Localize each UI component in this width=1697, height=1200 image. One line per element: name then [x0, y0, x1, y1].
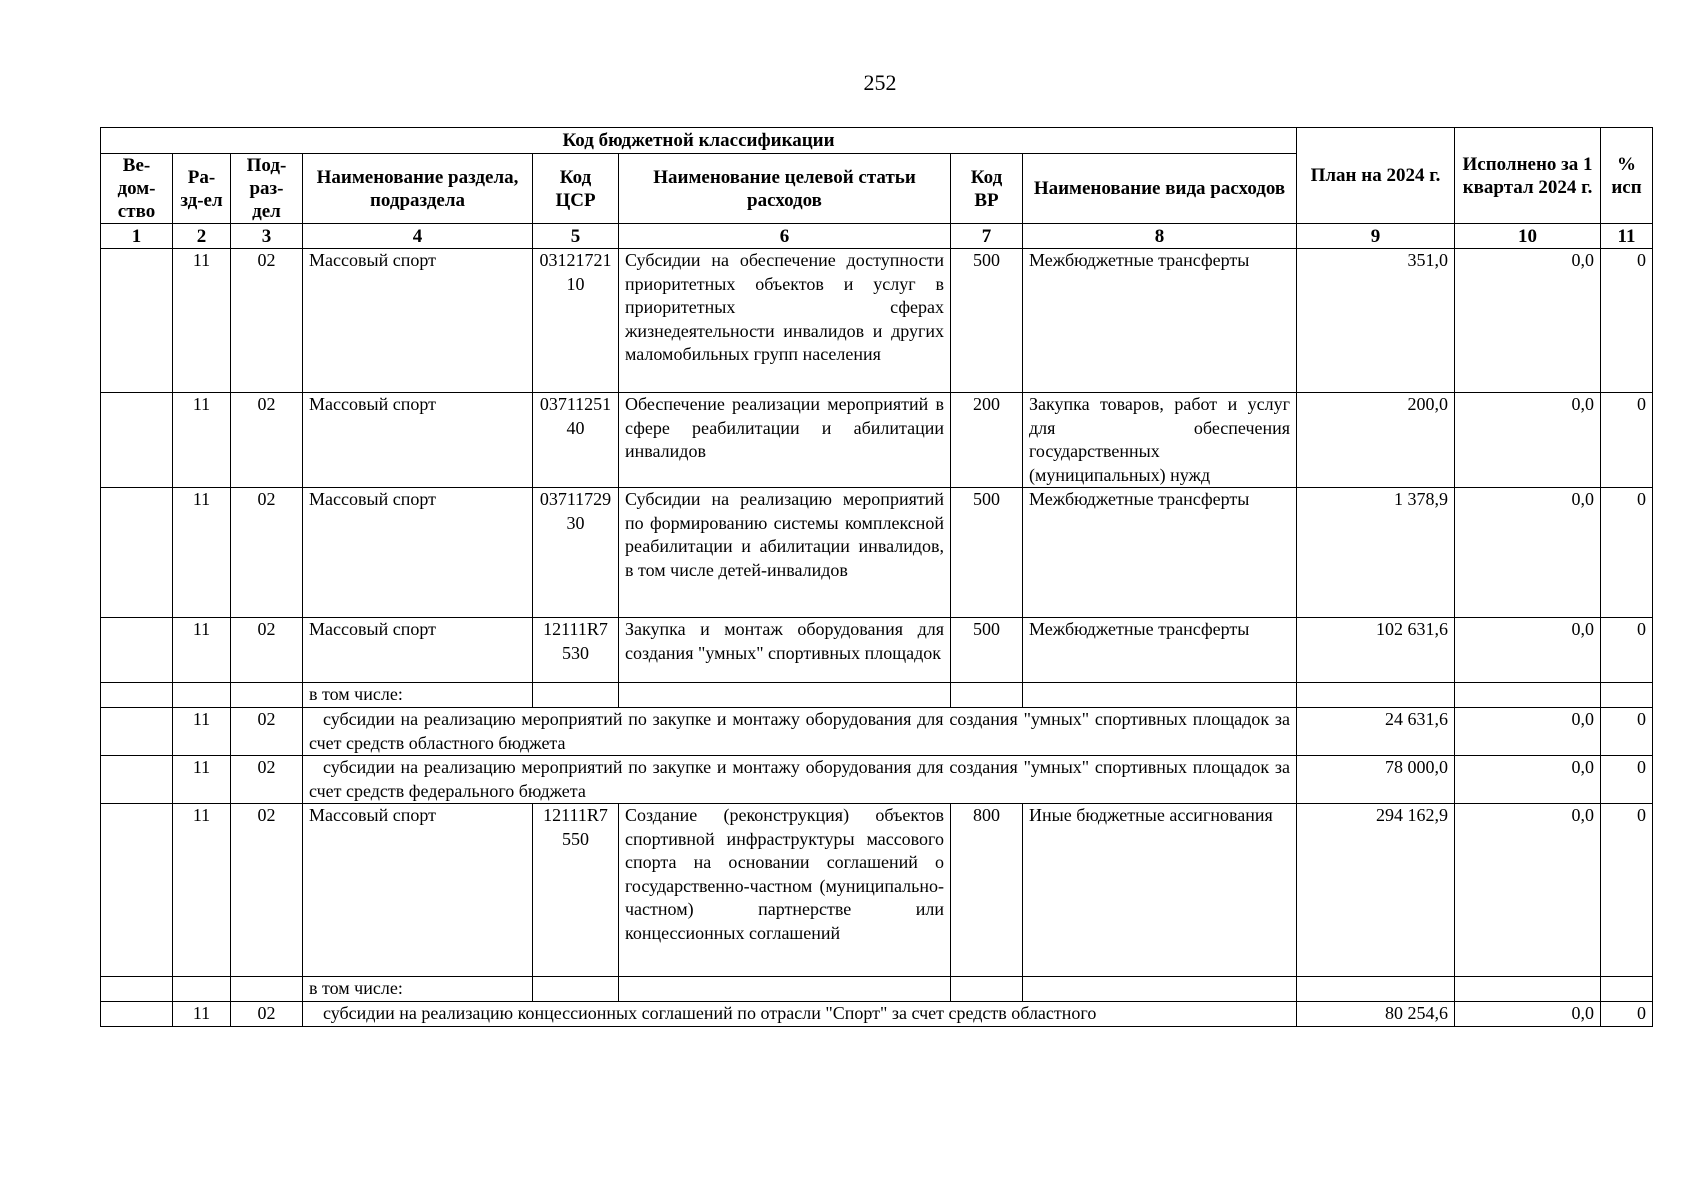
plan-cell: 1 378,9 [1297, 488, 1455, 618]
empty-cell [533, 683, 619, 708]
podrazdel-cell: 02 [231, 249, 303, 393]
section-name-cell: Массовый спорт [303, 249, 533, 393]
executed-cell: 0,0 [1455, 249, 1601, 393]
page-number: 252 [863, 70, 897, 95]
percent-cell: 0 [1601, 708, 1653, 756]
podrazdel-cell: 02 [231, 488, 303, 618]
empty-cell [1023, 683, 1297, 708]
subsidy-description-cell: субсидии на реализацию мероприятий по закупке и монтажу оборудования для создания "умных" спортивных площадок за счет средств федерального бюджета [303, 756, 1297, 804]
subtotal-label-row [101, 683, 1653, 708]
table-row [101, 804, 1653, 977]
razdel-cell: 11 [173, 618, 231, 683]
percent-cell: 0 [1601, 804, 1653, 977]
target-name-cell: Субсидии на реализацию мероприятий по формированию системы комплексной реабилитации и абилитации инвалидов, в том числе детей-инвалидов [619, 488, 951, 618]
expense-type-cell: Межбюджетные трансферты [1023, 488, 1297, 618]
executed-cell: 0,0 [1455, 1002, 1601, 1027]
vedomstvo-cell [101, 249, 173, 393]
plan-cell: 24 631,6 [1297, 708, 1455, 756]
empty-cell [533, 977, 619, 1002]
vedomstvo-cell [101, 708, 173, 756]
razdel-cell: 11 [173, 756, 231, 804]
plan-cell: 102 631,6 [1297, 618, 1455, 683]
vedomstvo-cell [101, 977, 173, 1002]
empty-cell [619, 683, 951, 708]
col-header-expense-type: Наименование вида расходов [1023, 154, 1297, 224]
plan-cell: 80 254,6 [1297, 1002, 1455, 1027]
podrazdel-cell [231, 977, 303, 1002]
subtotal-label-row [101, 977, 1653, 1002]
plan-header: План на 2024 г. [1297, 128, 1455, 224]
executed-cell: 0,0 [1455, 618, 1601, 683]
plan-cell: 78 000,0 [1297, 756, 1455, 804]
col-number: 4 [303, 224, 533, 249]
podrazdel-cell: 02 [231, 393, 303, 488]
podrazdel-cell: 02 [231, 618, 303, 683]
razdel-cell [173, 683, 231, 708]
empty-cell [1601, 977, 1653, 1002]
vedomstvo-cell [101, 804, 173, 977]
csr-code-cell: 0371172930 [533, 488, 619, 618]
section-name-cell: Массовый спорт [303, 488, 533, 618]
vr-code-cell: 800 [951, 804, 1023, 977]
col-number: 11 [1601, 224, 1653, 249]
target-name-cell: Закупка и монтаж оборудования для создания "умных" спортивных площадок [619, 618, 951, 683]
razdel-cell: 11 [173, 488, 231, 618]
empty-cell [951, 977, 1023, 1002]
empty-cell [1455, 683, 1601, 708]
col-number: 6 [619, 224, 951, 249]
col-header-podrazdel: Под-раз-дел [231, 154, 303, 224]
col-number: 10 [1455, 224, 1601, 249]
razdel-cell [173, 977, 231, 1002]
expense-type-cell: Закупка товаров, работ и услуг для обеспечения государственных (муниципальных) нужд [1023, 393, 1297, 488]
percent-cell: 0 [1601, 488, 1653, 618]
table-body [101, 249, 1653, 1027]
executed-cell: 0,0 [1455, 756, 1601, 804]
podrazdel-cell [231, 683, 303, 708]
executed-cell: 0,0 [1455, 488, 1601, 618]
podrazdel-cell: 02 [231, 1002, 303, 1027]
empty-cell [1297, 683, 1455, 708]
target-name-cell: Субсидии на обеспечение доступности приоритетных объектов и услуг в приоритетных сферах жизнедеятельности инвалидов и других маломобильных групп населения [619, 249, 951, 393]
executed-header: Исполнено за 1 квартал 2024 г. [1455, 128, 1601, 224]
expense-type-cell: Межбюджетные трансферты [1023, 249, 1297, 393]
vr-code-cell: 500 [951, 488, 1023, 618]
podrazdel-cell: 02 [231, 708, 303, 756]
col-header-target-name: Наименование целевой статьи расходов [619, 154, 951, 224]
subsidy-description-cell: субсидии на реализацию концессионных соглашений по отрасли "Спорт" за счет средств областного [303, 1002, 1297, 1027]
col-number: 1 [101, 224, 173, 249]
razdel-cell: 11 [173, 708, 231, 756]
csr-code-cell: 12111R7530 [533, 618, 619, 683]
percent-cell: 0 [1601, 618, 1653, 683]
csr-code-cell: 0371125140 [533, 393, 619, 488]
col-number: 8 [1023, 224, 1297, 249]
col-header-csr: Код ЦСР [533, 154, 619, 224]
razdel-cell: 11 [173, 804, 231, 977]
expense-type-cell: Межбюджетные трансферты [1023, 618, 1297, 683]
plan-cell: 351,0 [1297, 249, 1455, 393]
vedomstvo-cell [101, 393, 173, 488]
percent-cell: 0 [1601, 249, 1653, 393]
percent-cell: 0 [1601, 1002, 1653, 1027]
vedomstvo-cell [101, 683, 173, 708]
header-row-top [101, 128, 1653, 154]
table-row [101, 756, 1653, 804]
table-row [101, 618, 1653, 683]
col-number: 5 [533, 224, 619, 249]
subtotal-label: в том числе: [303, 683, 533, 708]
section-name-cell: Массовый спорт [303, 804, 533, 977]
col-header-section-name: Наименование раздела, подраздела [303, 154, 533, 224]
vedomstvo-cell [101, 756, 173, 804]
percent-cell: 0 [1601, 756, 1653, 804]
vedomstvo-cell [101, 618, 173, 683]
table-row [101, 249, 1653, 393]
col-number: 3 [231, 224, 303, 249]
empty-cell [1297, 977, 1455, 1002]
subtotal-label: в том числе: [303, 977, 533, 1002]
executed-cell: 0,0 [1455, 804, 1601, 977]
vr-code-cell: 500 [951, 618, 1023, 683]
percent-header: % исп [1601, 128, 1653, 224]
budget-table [100, 127, 1653, 1027]
table-row [101, 708, 1653, 756]
col-header-razdel: Ра-зд-ел [173, 154, 231, 224]
csr-code-cell: 12111R7550 [533, 804, 619, 977]
section-name-cell: Массовый спорт [303, 393, 533, 488]
empty-cell [951, 683, 1023, 708]
table-row [101, 488, 1653, 618]
podrazdel-cell: 02 [231, 804, 303, 977]
col-number: 9 [1297, 224, 1455, 249]
col-header-vr: Код ВР [951, 154, 1023, 224]
plan-cell: 200,0 [1297, 393, 1455, 488]
razdel-cell: 11 [173, 1002, 231, 1027]
executed-cell: 0,0 [1455, 708, 1601, 756]
budget-classification-header: Код бюджетной классификации [101, 128, 1297, 154]
col-number: 7 [951, 224, 1023, 249]
razdel-cell: 11 [173, 393, 231, 488]
col-number: 2 [173, 224, 231, 249]
plan-cell: 294 162,9 [1297, 804, 1455, 977]
razdel-cell: 11 [173, 249, 231, 393]
empty-cell [1455, 977, 1601, 1002]
percent-cell: 0 [1601, 393, 1653, 488]
executed-cell: 0,0 [1455, 393, 1601, 488]
table-row [101, 393, 1653, 488]
empty-cell [1601, 683, 1653, 708]
empty-cell [619, 977, 951, 1002]
vedomstvo-cell [101, 1002, 173, 1027]
expense-type-cell: Иные бюджетные ассигнования [1023, 804, 1297, 977]
subsidy-description-cell: субсидии на реализацию мероприятий по закупке и монтажу оборудования для создания "умных" спортивных площадок за счет средств областного бюджета [303, 708, 1297, 756]
vr-code-cell: 200 [951, 393, 1023, 488]
col-header-vedomstvo: Ве-дом-ство [101, 154, 173, 224]
column-numbers-row [101, 224, 1653, 249]
csr-code-cell: 0312172110 [533, 249, 619, 393]
target-name-cell: Создание (реконструкция) объектов спортивной инфраструктуры массового спорта на основании соглашений о государственно-частном (муниципально-частном) партнерстве или концессионных соглашений [619, 804, 951, 977]
podrazdel-cell: 02 [231, 756, 303, 804]
vedomstvo-cell [101, 488, 173, 618]
vr-code-cell: 500 [951, 249, 1023, 393]
table-row [101, 1002, 1653, 1027]
target-name-cell: Обеспечение реализации мероприятий в сфере реабилитации и абилитации инвалидов [619, 393, 951, 488]
section-name-cell: Массовый спорт [303, 618, 533, 683]
empty-cell [1023, 977, 1297, 1002]
